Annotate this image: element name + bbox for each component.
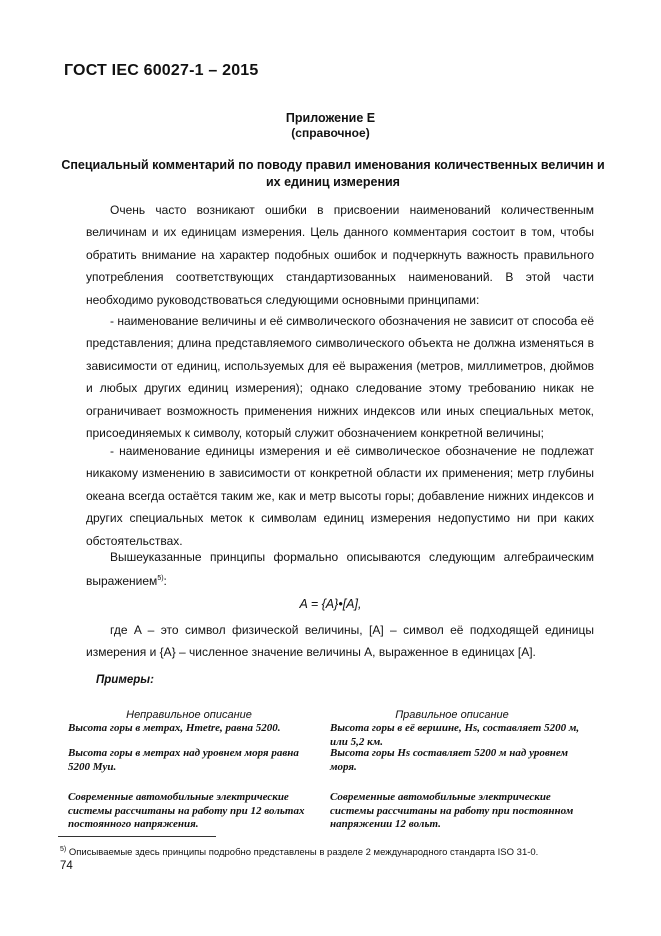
document-header: ГОСТ IEC 60027-1 – 2015 bbox=[64, 62, 259, 79]
paragraph-intro-text: Очень часто возникают ошибки в присвоении наименований количественным величинам и их единицам измерения. Цель данного комментария состоит в том, чтобы обратить внимание на характер подобных ошибок и подчеркнуть важность правильного употребления соответствующих стандартизованных наименований. В этой части необходимо руководствоваться следующими основными принципами: bbox=[86, 203, 594, 307]
wrong-example-3: Современные автомобильные электрические системы рассчитаны на работу при 12 вольтах постоянного напряжения. bbox=[68, 791, 305, 830]
wrong-example-1: Высота горы в метрах, Hmetre, равна 5200. bbox=[68, 722, 281, 734]
formula: A = {A}•[A], bbox=[299, 597, 362, 611]
paragraph-principle-2-text: - наименование единицы измерения и её символическое обозначение не подлежат никакому изменению в зависимости от конкретной области их применения; метр глубины океана всегда остаётся таким же, как и метр высоты горы; добавление нижних индексов и других специальных меток к символам единиц измерения недопустимо ни при каких обстоятельствах. bbox=[86, 444, 594, 548]
footnote-text: Описываемые здесь принципы подробно представлены в разделе 2 международного стандарта ISO 31-0. bbox=[66, 847, 539, 859]
paragraph-principle-2 bbox=[86, 440, 594, 552]
annex-title: Приложение Е bbox=[285, 111, 376, 125]
right-column-header: Правильное описание bbox=[395, 709, 509, 721]
footnote-mark: 5) bbox=[60, 846, 67, 853]
footnote-ref: 5) bbox=[157, 575, 164, 583]
paragraph-formula-legend-text: где A – это символ физической величины, [A] – символ её подходящей единицы измерения и {A} – численное значение величины A, выраженное в единицах [A]. bbox=[86, 623, 594, 660]
annex-subtitle: (справочное) bbox=[291, 126, 370, 140]
right-example-3: Современные автомобильные электрические системы рассчитаны на работу при постоянном напряжении 12 вольт. bbox=[330, 791, 574, 830]
right-example-2: Высота горы Hs составляет 5200 м над уровнем моря. bbox=[330, 747, 568, 773]
wrong-example-2: Высота горы в метрах над уровнем моря равна 5200 Мyu. bbox=[68, 747, 299, 773]
footnote-divider bbox=[58, 836, 216, 837]
paragraph-formula-intro-text: Вышеуказанные принципы формально описываются следующим алгебраическим выражением bbox=[86, 550, 594, 589]
examples-label: Примеры: bbox=[96, 674, 154, 686]
section-title: Специальный комментарий по поводу правил именования количественных величин и их единиц измерения bbox=[61, 158, 605, 189]
right-example-1: Высота горы в её вершине, Hs, составляет 5200 м, или 5,2 км. bbox=[330, 722, 580, 748]
wrong-column-header: Неправильное описание bbox=[126, 709, 252, 721]
paragraph-formula-intro bbox=[86, 546, 594, 593]
page-number: 74 bbox=[60, 860, 73, 872]
paragraph-formula-intro-end: : bbox=[163, 574, 167, 589]
paragraph-formula-legend bbox=[86, 619, 594, 664]
paragraph-principle-1 bbox=[86, 310, 594, 444]
footnote bbox=[60, 846, 538, 858]
paragraph-intro bbox=[86, 199, 594, 311]
paragraph-principle-1-text: - наименование величины и её символического обозначения не зависит от способа её представления; длина представляемого символического объекта не должна изменяться в зависимости от единиц, используемых для её выражения (метров, миллиметров, дюймов и любых других единиц измерения); однако следование этому требованию никак не ограничивает возможность применения нижних индексов или иных специальных меток, присоединяемых к символу, который служит обозначением конкретной величины; bbox=[86, 314, 595, 441]
